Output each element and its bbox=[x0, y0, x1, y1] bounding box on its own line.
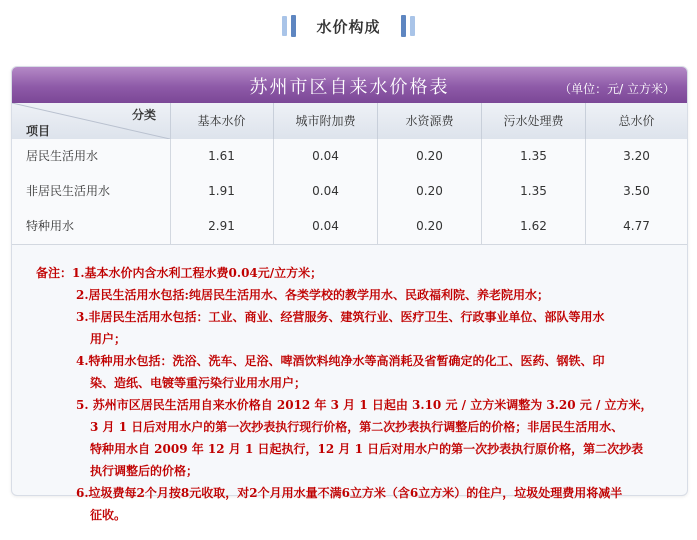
cell-city-surcharge: 0.04 bbox=[312, 149, 339, 163]
cell-total-price: 4.77 bbox=[623, 219, 650, 233]
note-line-3: 3.非居民生活用水包括：工业、商业、经营服务、建筑行业、医疗卫生、行政事业单位、部队等用水 bbox=[76, 310, 605, 324]
cell-base-price: 2.91 bbox=[208, 219, 235, 233]
row-label: 非居民生活用水 bbox=[26, 184, 111, 198]
cell-city-surcharge: 0.04 bbox=[312, 219, 339, 233]
section-title: 水价构成 bbox=[316, 17, 381, 36]
column-divider bbox=[170, 139, 171, 244]
section-title-bar bbox=[0, 10, 697, 42]
column-divider bbox=[273, 139, 274, 244]
column-header-water-resource-fee: 水资源费 bbox=[378, 103, 482, 139]
column-header-total-price: 总水价 bbox=[618, 114, 655, 128]
title-decor-left-light bbox=[282, 16, 287, 36]
note-line-6: 6.垃圾费每2个月按8元收取，对2个月用水量不满6立方米（含6立方米）的住户，垃圾处理费用将减半 bbox=[76, 486, 623, 500]
column-header-base-price: 基本水价 bbox=[170, 103, 274, 139]
table-header-band bbox=[12, 67, 687, 103]
row-label: 特种用水 bbox=[26, 219, 75, 233]
cell-water-resource-fee: 0.20 bbox=[416, 219, 443, 233]
corner-header-cell bbox=[12, 103, 171, 139]
cell-base-price: 1.61 bbox=[208, 149, 235, 163]
title-decor-left-dark bbox=[291, 15, 296, 37]
cell-sewage-fee: 1.62 bbox=[520, 219, 547, 233]
table-title: 苏州市区自来水价格表 bbox=[249, 77, 450, 98]
note-line-6-cont: 征收。 bbox=[90, 508, 127, 522]
note-line-5-cont: 执行调整后的价格； bbox=[90, 464, 199, 478]
column-header-city-surcharge: 城市附加费 bbox=[274, 103, 378, 139]
title-decor-right-dark bbox=[401, 15, 406, 37]
cell-base-price: 1.91 bbox=[208, 184, 235, 198]
note-line-5-cont: 特种用水自 2009 年 12 月 1 日起执行，12 月 1 日后对用水户的第一次抄表执行原价格，第二次抄表 bbox=[90, 442, 644, 456]
title-decor-right-light bbox=[410, 16, 415, 36]
corner-category-label: 分类 bbox=[131, 108, 156, 122]
cell-sewage-fee: 1.35 bbox=[520, 149, 547, 163]
corner-item-label: 项目 bbox=[26, 124, 51, 138]
note-line-5-cont: 3 月 1 日后对用水户的第一次抄表执行现行价格，第二次抄表执行调整后的价格；非居民生活用水、 bbox=[90, 420, 624, 434]
note-line-4-cont: 染、造纸、电镀等重污染行业用水用户； bbox=[90, 376, 307, 390]
note-text: 1.基本水价内含水利工程水费0.04元/立方米； bbox=[72, 266, 323, 280]
column-header-row bbox=[12, 103, 687, 140]
row-label: 居民生活用水 bbox=[26, 149, 99, 163]
notes-block bbox=[36, 262, 676, 526]
cell-sewage-fee: 1.35 bbox=[520, 184, 547, 198]
cell-total-price: 3.50 bbox=[623, 184, 650, 198]
cell-total-price: 3.20 bbox=[623, 149, 650, 163]
note-line-1 bbox=[36, 262, 676, 284]
cell-water-resource-fee: 0.20 bbox=[416, 149, 443, 163]
column-divider bbox=[585, 139, 586, 244]
notes-prefix: 备注： bbox=[36, 266, 73, 280]
note-line-3-cont: 用户； bbox=[90, 332, 127, 346]
cell-city-surcharge: 0.04 bbox=[312, 184, 339, 198]
note-line-5: 5. 苏州市区居民生活用自来水价格自 2012 年 3 月 1 日起由 3.10 元 / 立方米调整为 3.20 元 / 立方米， bbox=[76, 398, 653, 412]
column-divider bbox=[377, 139, 378, 244]
table-unit: （单位：元/ 立方米） bbox=[559, 82, 675, 96]
cell-water-resource-fee: 0.20 bbox=[416, 184, 443, 198]
column-divider bbox=[481, 139, 482, 244]
column-header-sewage-fee: 污水处理费 bbox=[482, 103, 586, 139]
note-line-2: 2.居民生活用水包括:纯居民生活用水、各类学校的教学用水、民政福利院、养老院用水； bbox=[76, 288, 549, 302]
note-line-4: 4.特种用水包括：洗浴、洗车、足浴、啤酒饮料纯净水等高消耗及省暂确定的化工、医药、钢铁、印 bbox=[76, 354, 605, 368]
